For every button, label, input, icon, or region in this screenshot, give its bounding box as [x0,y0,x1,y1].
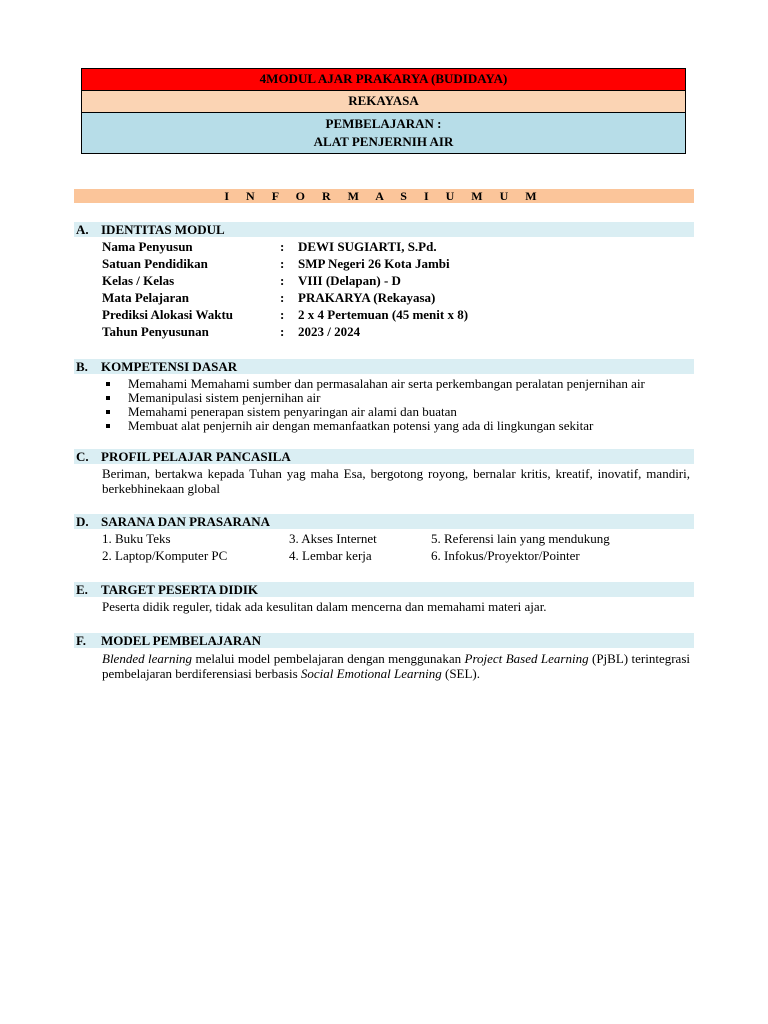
identity-value: PRAKARYA (Rekayasa) [298,290,436,305]
section-letter: B. [76,359,88,374]
identity-colon: : [280,273,285,288]
learning-model-segment: (SEL). [441,666,481,681]
section-title: SARANA DAN PRASARANA [101,514,271,529]
facility-item: 4. Lembar kerja [289,548,372,563]
competency-text: Memahami Memahami sumber dan permasalahan air serta perkembangan peralatan penjernihan air [128,376,645,391]
identity-colon: : [280,239,285,254]
section-e-heading [74,582,694,597]
competency-item [102,405,690,419]
facility-item: 3. Akses Internet [289,531,377,546]
section-letter: E. [76,582,88,597]
identity-key: Mata Pelajaran [102,290,190,305]
learning-model-segment: (PjBL) terintegrasi pembelajaran berdiferensiasi berbasis [102,651,690,681]
section-letter: A. [76,222,89,237]
learning-model-segment: melalui model pembelajaran dengan menggunakan [192,651,465,666]
section-title: TARGET PESERTA DIDIK [101,582,259,597]
section-letter: F. [76,633,86,648]
competency-list [102,377,690,433]
section-f-heading [74,633,694,648]
section-title: PROFIL PELAJAR PANCASILA [101,449,291,464]
facility-item: 5. Referensi lain yang mendukung [431,531,610,546]
section-title: MODEL PEMBELAJARAN [101,633,261,648]
section-b-heading [74,359,694,374]
bullet-icon [106,410,110,414]
identity-key: Nama Penyusun [102,239,193,254]
section-d-heading [74,514,694,529]
pancasila-profile-text: Beriman, bertakwa kepada Tuhan yag maha Esa, bergotong royong, bernalar kritis, kreatif, inovatif, mandiri, berkebhinekaan global [102,466,690,496]
module-subtitle: REKAYASA [82,91,685,113]
module-header [81,68,686,154]
competency-item [102,377,690,391]
bullet-icon [106,396,110,400]
identity-colon: : [280,307,285,322]
identity-key: Satuan Pendidikan [102,256,208,271]
section-title: IDENTITAS MODUL [101,222,225,237]
identity-value: SMP Negeri 26 Kota Jambi [298,256,450,271]
identity-value: 2 x 4 Pertemuan (45 menit x 8) [298,307,469,322]
competency-text: Memahami penerapan sistem penyaringan air alami dan buatan [128,404,457,419]
competency-text: Membuat alat penjernih air dengan memanfaatkan potensi yang ada di lingkungan sekitar [128,418,594,433]
identity-key: Prediksi Alokasi Waktu [102,307,234,322]
competency-item [102,419,690,433]
identity-colon: : [280,256,285,271]
learning-model-emphasis: Blended learning [102,651,193,666]
identity-colon: : [280,290,285,305]
identity-key: Tahun Penyusunan [102,324,209,339]
identity-key: Kelas / Kelas [102,273,175,288]
competency-item [102,391,690,405]
facility-item: 6. Infokus/Proyektor/Pointer [431,548,580,563]
target-students-text: Peserta didik reguler, tidak ada kesulitan dalam mencerna dan memahami materi ajar. [102,599,547,614]
section-title: KOMPETENSI DASAR [101,359,238,374]
identity-colon: : [280,324,285,339]
identity-value: VIII (Delapan) - D [298,273,401,288]
identity-value: 2023 / 2024 [298,324,361,339]
topic-label: PEMBELAJARAN : [325,116,442,131]
info-umum-banner: I N F O R M A S I U M U M [74,189,694,203]
module-title: 4MODUL AJAR PRAKARYA (BUDIDAYA) [82,69,685,91]
facility-item: 2. Laptop/Komputer PC [102,548,228,563]
bullet-icon [106,424,110,428]
section-c-heading [74,449,694,464]
topic-title: ALAT PENJERNIH AIR [313,134,454,149]
section-a-heading [74,222,694,237]
section-letter: D. [76,514,89,529]
facility-item: 1. Buku Teks [102,531,171,546]
learning-model-emphasis: Social Emotional Learning [300,666,442,681]
section-letter: C. [76,449,89,464]
competency-text: Memanipulasi sistem penjernihan air [128,390,321,405]
bullet-icon [106,382,110,386]
identity-value: DEWI SUGIARTI, S.Pd. [298,239,437,254]
learning-model-emphasis: Project Based Learning [464,651,589,666]
learning-model-text [102,651,690,681]
topic-cell [82,113,685,153]
